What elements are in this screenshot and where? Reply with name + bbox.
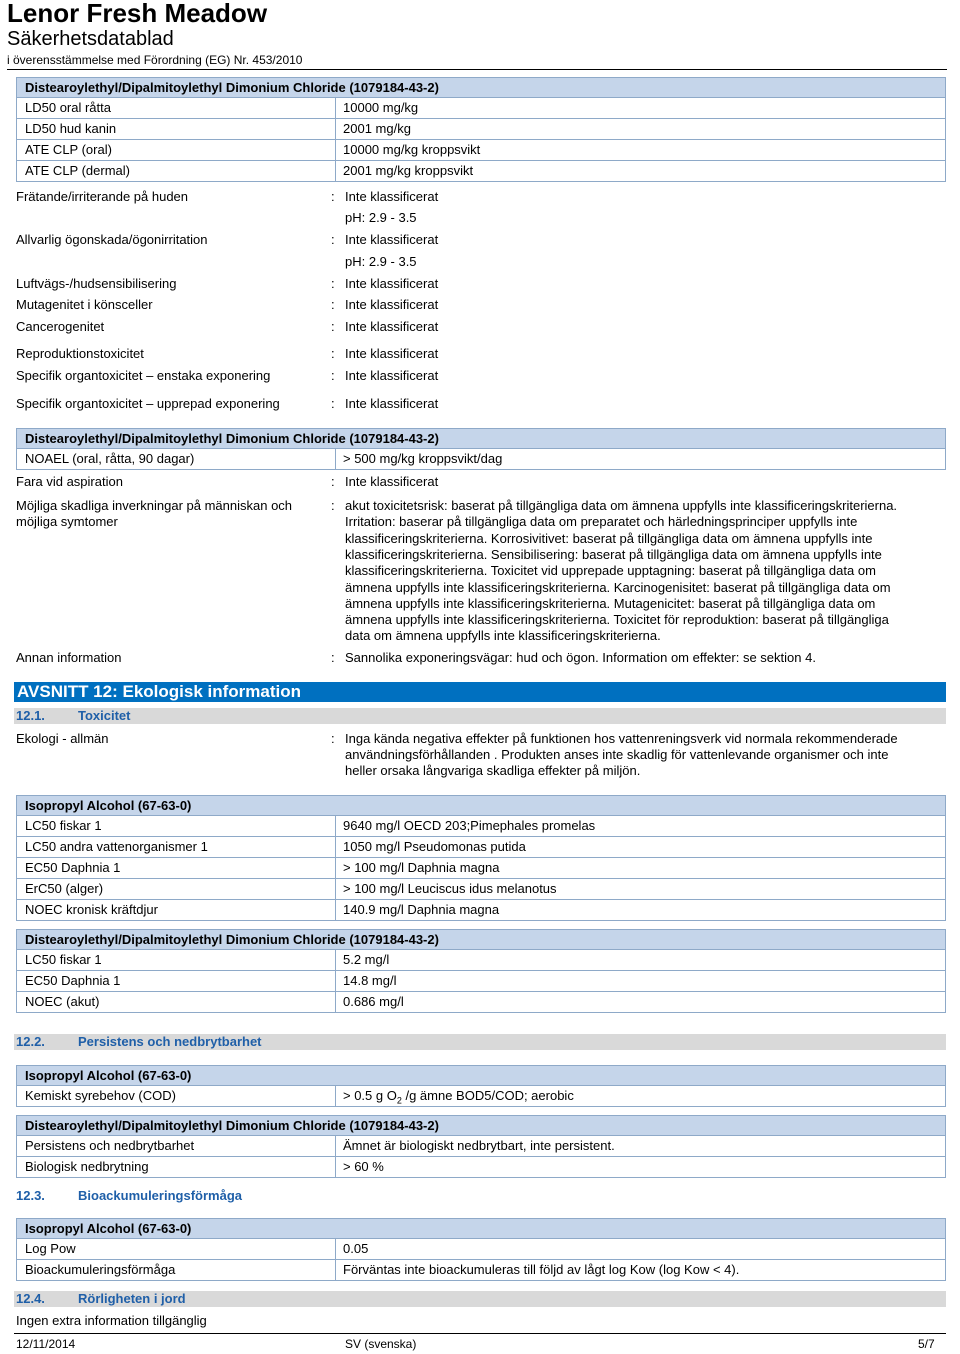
subsection-title: Rörligheten i jord	[78, 1291, 186, 1306]
table-cell-value: 14.8 mg/l	[343, 973, 397, 988]
colon: :	[331, 232, 335, 247]
subsection-title: Toxicitet	[78, 708, 131, 723]
colon: :	[331, 498, 335, 513]
other-info-value: Sannolika exponeringsvägar: hud och ögon. Information om effekter: se sektion 4.	[345, 650, 816, 665]
class-label: Cancerogenitet	[16, 319, 105, 334]
table-cell-label: Bioackumuleringsförmåga	[25, 1262, 176, 1277]
table-row	[16, 449, 946, 470]
ecology-line: Inga kända negativa effekter på funktionen hos vattenreningsverk vid normala rekommenderade	[345, 731, 898, 746]
class-value: Inte klassificerat	[345, 346, 439, 361]
class-label: Specifik organtoxicitet – enstaka exponering	[16, 368, 271, 383]
table-header	[16, 929, 946, 950]
class-note: pH: 2.9 - 3.5	[345, 210, 417, 225]
colon: :	[331, 189, 335, 204]
column-divider	[335, 1136, 336, 1156]
colon: :	[331, 396, 335, 411]
table-cell-label: Biologisk nedbrytning	[25, 1159, 149, 1174]
table-cell-label: LD50 hud kanin	[25, 121, 117, 136]
effects-line: klassificeringskriterierna. Sensibilisering: baserat på tillgängliga data om ämnena uppfylls inte	[345, 547, 882, 562]
table-cell-value: 9640 mg/l OECD 203;Pimephales promelas	[343, 818, 596, 833]
class-label: Frätande/irriterande på huden	[16, 189, 189, 204]
subsection-number: 12.2.	[16, 1034, 45, 1049]
table-cell-value: 1050 mg/l Pseudomonas putida	[343, 839, 526, 854]
soil-text: Ingen extra information tillgänglig	[16, 1313, 207, 1328]
table-title: Isopropyl Alcohol (67-63-0)	[25, 798, 192, 813]
class-value: Inte klassificerat	[345, 276, 439, 291]
effects-label: Möjliga skadliga inverkningar på människan och	[16, 498, 293, 513]
effects-line: ämnena uppfylls inte klassificeringskriterierna. Mutagenicitet: baserat på tillgängliga data om	[345, 596, 876, 611]
column-divider	[335, 119, 336, 139]
column-divider	[335, 1086, 336, 1106]
subsection-header	[14, 1188, 946, 1204]
table-cell-value: 0.686 mg/l	[343, 994, 404, 1009]
table-cell-label: NOEC kronisk kräftdjur	[25, 902, 158, 917]
subsection-header	[14, 1034, 946, 1050]
table-row	[16, 1157, 946, 1178]
table-title: Distearoylethyl/Dipalmitoylethyl Dimonium Chloride (1079184-43-2)	[25, 431, 439, 446]
table-row	[16, 98, 946, 119]
column-divider	[335, 992, 336, 1012]
footer-language: SV (svenska)	[345, 1337, 417, 1351]
table-cell-label: ATE CLP (oral)	[25, 142, 112, 157]
product-name: Lenor Fresh Meadow	[7, 0, 268, 28]
column-divider	[335, 837, 336, 857]
cod-value: > 0.5 g O	[343, 1088, 397, 1103]
table-title: Isopropyl Alcohol (67-63-0)	[25, 1221, 192, 1236]
table-row	[16, 971, 946, 992]
table-cell-value: 0.05	[343, 1241, 369, 1256]
class-value: Inte klassificerat	[345, 189, 439, 204]
footer-rule	[14, 1333, 946, 1334]
table-cell-value: > 500 mg/kg kroppsvikt/dag	[343, 451, 503, 466]
column-divider	[335, 98, 336, 118]
colon: :	[331, 650, 335, 665]
table-cell-value: > 100 mg/l Leuciscus idus melanotus	[343, 881, 557, 896]
column-divider	[335, 950, 336, 970]
table-cell-value: > 100 mg/l Daphnia magna	[343, 860, 500, 875]
column-divider	[335, 858, 336, 878]
table-cell-label: ATE CLP (dermal)	[25, 163, 130, 178]
table-cell-value: 2001 mg/kg kroppsvikt	[343, 163, 474, 178]
table-header	[16, 795, 946, 816]
table-cell-label: Persistens och nedbrytbarhet	[25, 1138, 195, 1153]
table-cell-label: EC50 Daphnia 1	[25, 973, 121, 988]
header-rule	[7, 69, 947, 70]
effects-line: ämnena uppfylls inte klassificeringskriterierna. Karcinogenisitet: baserat på tillgängliga data om	[345, 580, 891, 595]
table-row	[16, 900, 946, 921]
effects-label: möjliga symtomer	[16, 514, 118, 529]
colon: :	[331, 276, 335, 291]
effects-line: data om ämnena uppfylls inte klassificeringskriterierna.	[345, 628, 661, 643]
subsection-number: 12.4.	[16, 1291, 45, 1306]
table-row	[16, 816, 946, 837]
table-row	[16, 858, 946, 879]
table-cell-value: 2001 mg/kg	[343, 121, 411, 136]
table-title: Distearoylethyl/Dipalmitoylethyl Dimonium Chloride (1079184-43-2)	[25, 932, 439, 947]
table-cell-value: Förväntas inte bioackumuleras till följd av lågt log Kow (log Kow < 4).	[343, 1262, 740, 1277]
table-cell-label: LD50 oral råtta	[25, 100, 111, 115]
subsection-number: 12.1.	[16, 708, 45, 723]
column-divider	[335, 449, 336, 469]
footer-date: 12/11/2014	[16, 1337, 76, 1351]
colon: :	[331, 474, 335, 489]
table-title: Isopropyl Alcohol (67-63-0)	[25, 1068, 192, 1083]
class-value: Inte klassificerat	[345, 297, 439, 312]
table-cell-value: 5.2 mg/l	[343, 952, 390, 967]
aspiration-value: Inte klassificerat	[345, 474, 439, 489]
subsection-title: Persistens och nedbrytbarhet	[78, 1034, 262, 1049]
table-cell-value: Ämnet är biologiskt nedbrytbart, inte persistent.	[343, 1138, 615, 1153]
table-row	[16, 837, 946, 858]
table-header	[16, 1065, 946, 1086]
table-row	[16, 140, 946, 161]
table-row	[16, 1239, 946, 1260]
effects-line: klassificeringskriterierna. Toxicitet vid upprepade upptagning: baserat på tillgängliga data om	[345, 563, 876, 578]
effects-line: klassificeringskriterierna. Korrosivitivet: baserat på tillgängliga data om ämnena uppfylls inte	[345, 531, 873, 546]
column-divider	[335, 1157, 336, 1177]
footer-page: 5/7	[918, 1337, 935, 1351]
class-value: Inte klassificerat	[345, 396, 439, 411]
table-header	[16, 1218, 946, 1239]
other-info-label: Annan information	[16, 650, 122, 665]
class-label: Reproduktionstoxicitet	[16, 346, 144, 361]
document-type: Säkerhetsdatablad	[7, 28, 174, 50]
table-title: Distearoylethyl/Dipalmitoylethyl Dimonium Chloride (1079184-43-2)	[25, 80, 439, 95]
column-divider	[335, 1239, 336, 1259]
table-cell-label: Kemiskt syrebehov (COD)	[25, 1088, 176, 1103]
class-value: Inte klassificerat	[345, 319, 439, 334]
table-cell-label: NOAEL (oral, råtta, 90 dagar)	[25, 451, 195, 466]
cod-unit: /g ämne BOD5/COD; aerobic	[401, 1088, 574, 1103]
colon: :	[331, 346, 335, 361]
class-label: Luftvägs-/hudsensibilisering	[16, 276, 177, 291]
table-cell-label: EC50 Daphnia 1	[25, 860, 121, 875]
table-cell-value: 10000 mg/kg kroppsvikt	[343, 142, 481, 157]
column-divider	[335, 816, 336, 836]
column-divider	[335, 971, 336, 991]
table-title: Distearoylethyl/Dipalmitoylethyl Dimonium Chloride (1079184-43-2)	[25, 1118, 439, 1133]
table-row	[16, 161, 946, 182]
table-header	[16, 428, 946, 449]
subsection-title: Bioackumuleringsförmåga	[78, 1188, 242, 1203]
table-row	[16, 119, 946, 140]
column-divider	[335, 1260, 336, 1280]
table-row	[16, 992, 946, 1013]
colon: :	[331, 368, 335, 383]
table-cell-value: > 60 %	[343, 1159, 384, 1174]
table-row	[16, 1136, 946, 1157]
class-label: Specifik organtoxicitet – upprepad exponering	[16, 396, 280, 411]
column-divider	[335, 879, 336, 899]
effects-line: ämnena uppfylls inte klassificeringskriterierna. Toxicitet för reproduktion: baserat på tillgängliga	[345, 612, 889, 627]
table-row	[16, 1086, 946, 1107]
class-label: Mutagenitet i könsceller	[16, 297, 153, 312]
table-cell-value: 140.9 mg/l Daphnia magna	[343, 902, 500, 917]
table-row	[16, 879, 946, 900]
table-header	[16, 1115, 946, 1136]
table-cell-label: LC50 fiskar 1	[25, 818, 102, 833]
table-cell-value	[343, 1086, 574, 1106]
ecology-label: Ekologi - allmän	[16, 731, 109, 746]
subsection-number: 12.3.	[16, 1188, 45, 1203]
column-divider	[335, 140, 336, 160]
ecology-line: heller orsaka långvariga skadliga effekter på miljön.	[345, 763, 641, 778]
column-divider	[335, 900, 336, 920]
section-title: AVSNITT 12: Ekologisk information	[17, 682, 301, 701]
table-cell-value: 10000 mg/kg	[343, 100, 419, 115]
table-row	[16, 950, 946, 971]
regulation-text: i överensstämmelse med Förordning (EG) Nr. 453/2010	[7, 53, 303, 67]
table-cell-label: ErC50 (alger)	[25, 881, 104, 896]
table-cell-label: Log Pow	[25, 1241, 76, 1256]
table-cell-label: NOEC (akut)	[25, 994, 100, 1009]
class-note: pH: 2.9 - 3.5	[345, 254, 417, 269]
effects-line: akut toxicitetsrisk: baserat på tillgängliga data om ämnena uppfylls inte klassificeringskriterierna.	[345, 498, 898, 513]
effects-line: Irritation: baserar på tillgängliga data om preparatet och härledningsprinciper uppfylls inte	[345, 514, 858, 529]
class-value: Inte klassificerat	[345, 368, 439, 383]
column-divider	[335, 161, 336, 181]
class-label: Allvarlig ögonskada/ögonirritation	[16, 232, 208, 247]
subsection-header	[14, 708, 946, 724]
colon: :	[331, 297, 335, 312]
aspiration-label: Fara vid aspiration	[16, 474, 123, 489]
cod-subscript: 2	[396, 1095, 402, 1106]
table-row	[16, 1260, 946, 1281]
ecology-line: användningsförhållanden . Produkten anses inte skadlig för vattenlevande organismer och inte	[345, 747, 889, 762]
section-header	[14, 682, 946, 702]
table-cell-label: LC50 andra vattenorganismer 1	[25, 839, 208, 854]
subsection-header	[14, 1291, 946, 1307]
table-header	[16, 77, 946, 98]
table-cell-label: LC50 fiskar 1	[25, 952, 102, 967]
colon: :	[331, 731, 335, 746]
class-value: Inte klassificerat	[345, 232, 439, 247]
colon: :	[331, 319, 335, 334]
